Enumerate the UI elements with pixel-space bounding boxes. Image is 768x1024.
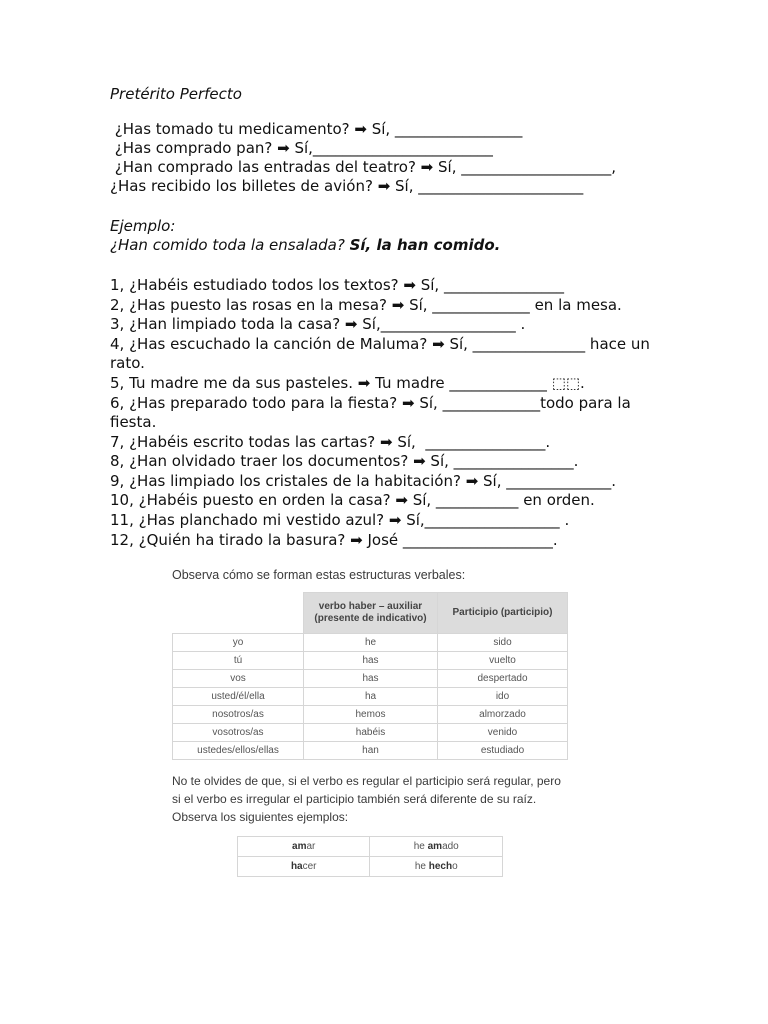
person-cell: yo [173, 634, 304, 652]
participle-cell: venido [438, 724, 568, 742]
participle-cell: vuelto [438, 652, 568, 670]
example-question: ¿Han comido toda la ensalada? [110, 236, 350, 254]
table-row [173, 724, 568, 742]
table-header-row [173, 593, 568, 634]
exercise-line: 4, ¿Has escuchado la canción de Maluma? ➡ Sí, _______________ hace un rato. [110, 335, 650, 372]
table-row [238, 857, 503, 877]
intro-question: ¿Has tomado tu medicamento? ➡ Sí, _________________ [110, 120, 523, 138]
table-row [173, 688, 568, 706]
conjugation-figure [168, 568, 576, 877]
exercise-line: 5, Tu madre me da sus pasteles. ➡ Tu madre _____________ ⬚⬚. [110, 374, 585, 392]
table-row [173, 652, 568, 670]
auxiliary-cell: han [304, 742, 438, 760]
exercise-line: 8, ¿Han olvidado traer los documentos? ➡ Sí, ________________. [110, 452, 579, 470]
exercise-line: 9, ¿Has limpiado los cristales de la habitación? ➡ Sí, ______________. [110, 472, 617, 490]
exercise-line: 1, ¿Habéis estudiado todos los textos? ➡ Sí, ________________ [110, 276, 564, 294]
person-cell: vosotros/as [173, 724, 304, 742]
person-cell: nosotros/as [173, 706, 304, 724]
participle-cell: ido [438, 688, 568, 706]
auxiliary-cell: he [304, 634, 438, 652]
exercise-line: 3, ¿Han limpiado toda la casa? ➡ Sí,__________________ . [110, 315, 526, 333]
examples-table [237, 836, 503, 877]
page-title: Pretérito Perfecto [110, 85, 242, 103]
participle-cell: almorzado [438, 706, 568, 724]
table-row [173, 634, 568, 652]
example-answer: Sí, la han comido. [349, 236, 501, 254]
participle-cell: despertado [438, 670, 568, 688]
participle-cell: estudiado [438, 742, 568, 760]
header-participle: Participio (participio) [438, 593, 568, 634]
intro-question: ¿Has recibido los billetes de avión? ➡ Sí, ______________________ [110, 177, 584, 195]
infinitive-cell: amar [238, 837, 370, 857]
table-row [173, 706, 568, 724]
figure-note: No te olvides de que, si el verbo es regular el participio será regular, pero si el verbo es irregular el participio también será diferente de su raíz. Observa los siguientes ejemplos: [172, 774, 561, 824]
table-row [173, 742, 568, 760]
example-label: Ejemplo: [110, 217, 176, 235]
auxiliary-cell: has [304, 652, 438, 670]
exercise-line: 12, ¿Quién ha tirado la basura? ➡ José ____________________. [110, 531, 558, 549]
auxiliary-cell: has [304, 670, 438, 688]
auxiliary-cell: habéis [304, 724, 438, 742]
person-cell: usted/él/ella [173, 688, 304, 706]
auxiliary-cell: ha [304, 688, 438, 706]
infinitive-cell: hacer [238, 857, 370, 877]
person-cell: tú [173, 652, 304, 670]
exercise-line: 11, ¿Has planchado mi vestido azul? ➡ Sí,__________________ . [110, 511, 570, 529]
example-line [110, 236, 500, 255]
conjugation-table [172, 592, 568, 760]
exercise-line: 6, ¿Has preparado todo para la fiesta? ➡ Sí, _____________todo para la fiesta. [110, 394, 631, 431]
table-row [238, 837, 503, 857]
exercise-line: 7, ¿Habéis escrito todas las cartas? ➡ Sí, ________________. [110, 433, 551, 451]
intro-question: ¿Has comprado pan? ➡ Sí,________________________ [110, 139, 493, 157]
person-cell: ustedes/ellos/ellas [173, 742, 304, 760]
auxiliary-cell: hemos [304, 706, 438, 724]
header-auxiliary: verbo haber – auxiliar (presente de indicativo) [304, 593, 438, 634]
exercise-line: 10, ¿Habéis puesto en orden la casa? ➡ Sí, ___________ en orden. [110, 491, 595, 509]
header-blank [173, 593, 304, 634]
participle-cell: sido [438, 634, 568, 652]
figure-heading: Observa cómo se forman estas estructuras verbales: [172, 568, 466, 582]
participle-example-cell: he amado [370, 837, 503, 857]
intro-question: ¿Han comprado las entradas del teatro? ➡ Sí, ____________________, [110, 158, 617, 176]
person-cell: vos [173, 670, 304, 688]
exercise-line: 2, ¿Has puesto las rosas en la mesa? ➡ Sí, _____________ en la mesa. [110, 296, 622, 314]
participle-example-cell: he hecho [370, 857, 503, 877]
table-row [173, 670, 568, 688]
